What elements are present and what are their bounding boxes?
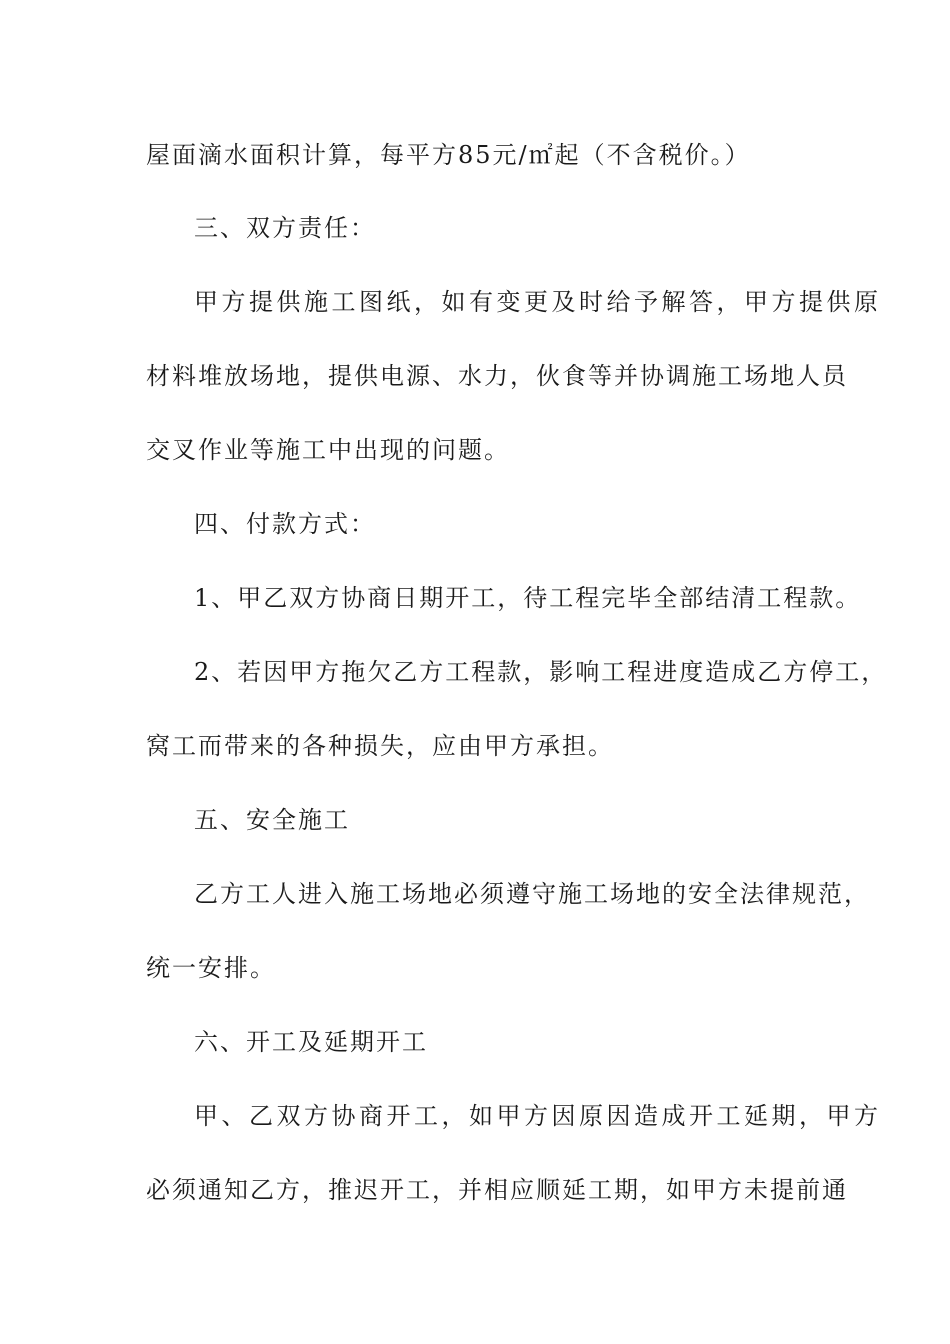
- section-heading-safety: 五、安全施工: [194, 806, 350, 834]
- section-heading-start-delay: 六、开工及延期开工: [194, 1028, 428, 1056]
- paragraph-line-12: 统一安排。: [146, 954, 276, 982]
- paragraph-line-3: 甲方提供施工图纸，如有变更及时给予解答，甲方提供原: [194, 288, 882, 316]
- paragraph-line-9: 窝工而带来的各种损失，应由甲方承担。: [146, 732, 614, 760]
- paragraph-line-7: 1、甲乙双方协商日期开工，待工程完毕全部结清工程款。: [194, 584, 862, 612]
- paragraph-line-11: 乙方工人进入施工场地必须遵守施工场地的安全法律规范，: [194, 880, 870, 908]
- paragraph-line-15: 必须通知乙方，推迟开工，并相应顺延工期，如甲方未提前通: [146, 1176, 848, 1204]
- section-heading-payment: 四、付款方式：: [194, 510, 376, 538]
- paragraph-line-8: 2、若因甲方拖欠乙方工程款，影响工程进度造成乙方停工，: [194, 658, 888, 686]
- paragraph-line-14: 甲、乙双方协商开工，如甲方因原因造成开工延期，甲方: [194, 1102, 882, 1130]
- section-heading-responsibilities: 三、双方责任：: [194, 214, 376, 242]
- paragraph-line-1: 屋面滴水面积计算，每平方85元/㎡起（不含税价。）: [146, 141, 751, 169]
- paragraph-line-5: 交叉作业等施工中出现的问题。: [146, 436, 510, 464]
- paragraph-line-4: 材料堆放场地，提供电源、水力，伙食等并协调施工场地人员: [146, 362, 848, 390]
